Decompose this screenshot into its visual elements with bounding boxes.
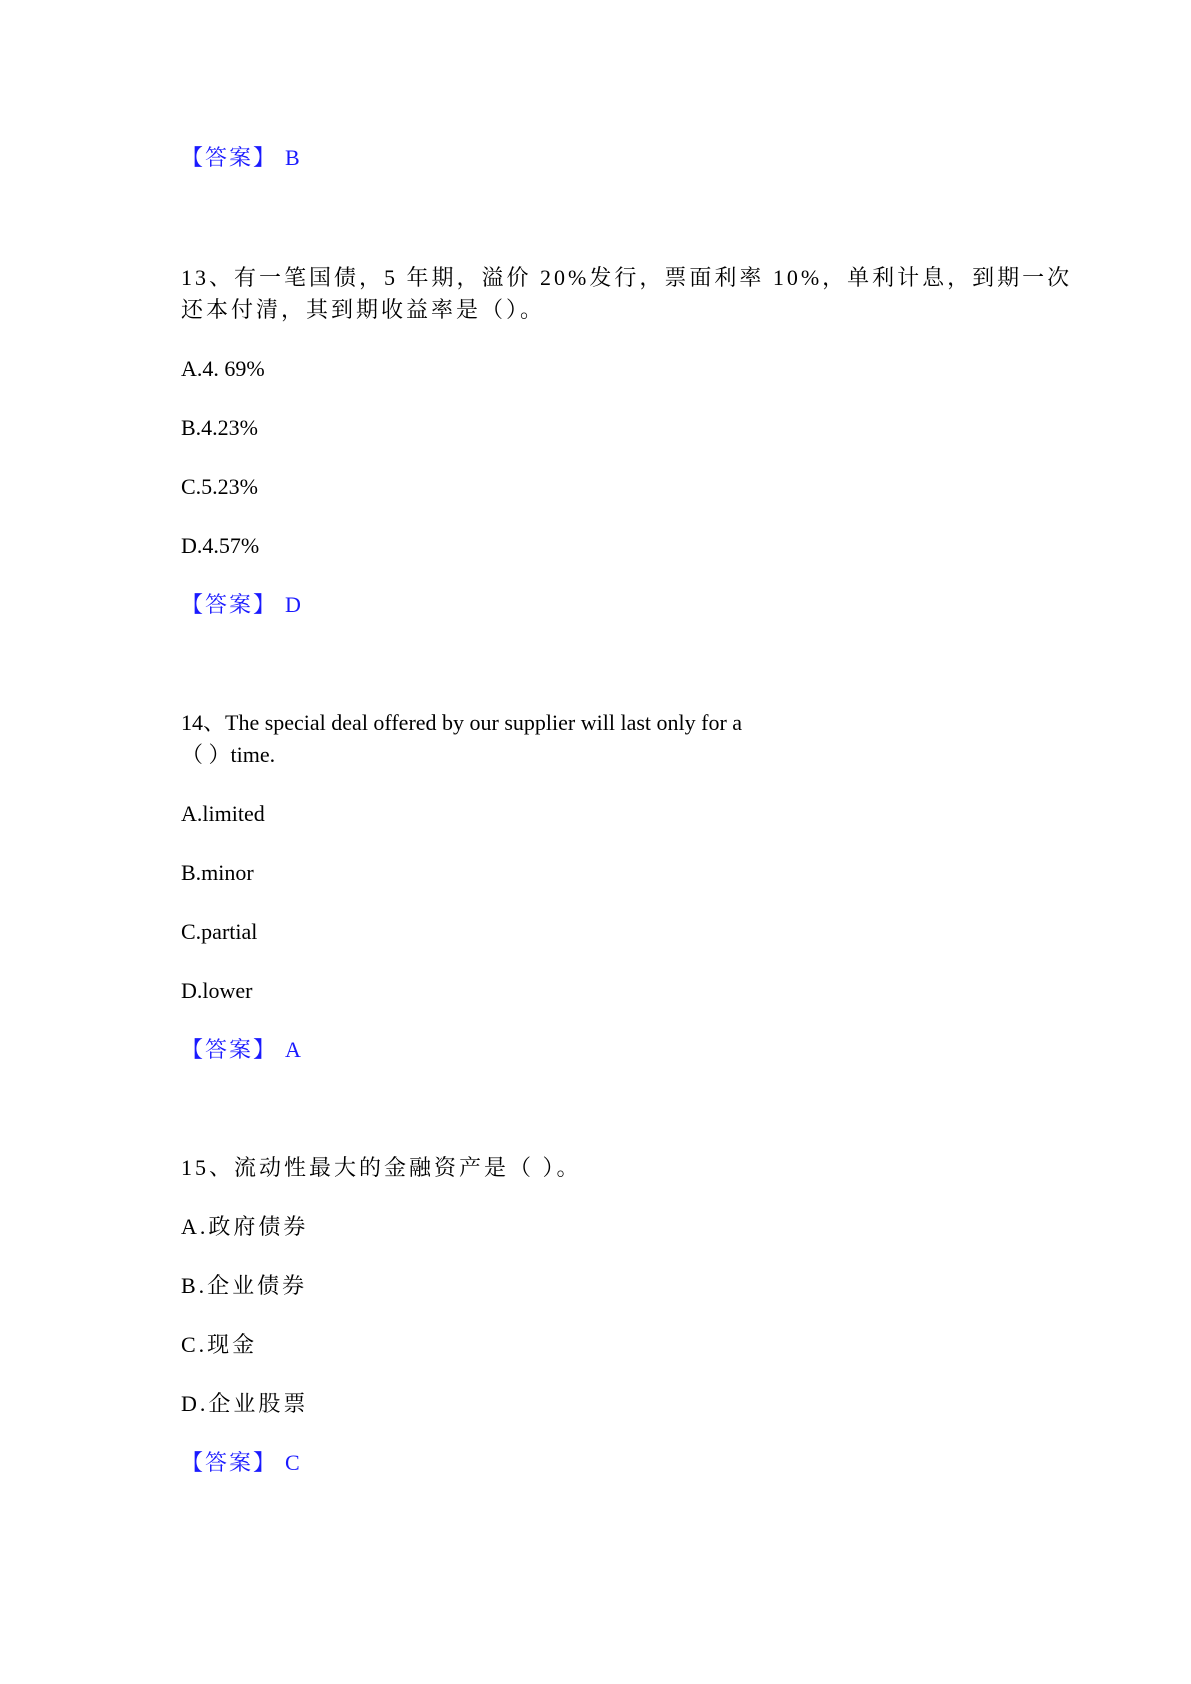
question-15-answer bbox=[181, 1447, 302, 1479]
question-15-stem-line-1: 15、流动性最大的金融资产是（ ）。 bbox=[181, 1155, 582, 1180]
answer-value: D bbox=[285, 592, 303, 617]
question-14-option-a: A.limited bbox=[181, 801, 265, 826]
question-15-option-c: C.现金 bbox=[181, 1332, 258, 1357]
question-13-option-a: A.4. 69% bbox=[181, 356, 265, 381]
answer-line bbox=[181, 142, 302, 174]
question-15-option-a: A.政府债券 bbox=[181, 1214, 309, 1239]
question-15-option-b: B.企业债券 bbox=[181, 1273, 308, 1298]
answer-label: 【答案】 bbox=[181, 592, 278, 617]
question-13-option-b: B.4.23% bbox=[181, 415, 258, 440]
question-14-answer bbox=[181, 1034, 303, 1066]
answer-label: 【答案】 bbox=[181, 145, 278, 170]
question-14-option-c: C.partial bbox=[181, 919, 258, 944]
answer-value: A bbox=[285, 1037, 303, 1062]
answer-label: 【答案】 bbox=[181, 1450, 278, 1475]
question-14-stem-line-2: （ ）time. bbox=[181, 742, 276, 767]
question-13-stem-line-2: 还本付清，其到期收益率是（）。 bbox=[181, 297, 546, 322]
question-15-option-d: D.企业股票 bbox=[181, 1391, 309, 1416]
answer-value: C bbox=[285, 1450, 302, 1475]
question-14-option-d: D.lower bbox=[181, 978, 253, 1003]
question-14-option-b: B.minor bbox=[181, 860, 254, 885]
question-13-option-c: C.5.23% bbox=[181, 474, 258, 499]
question-13-answer bbox=[181, 589, 303, 621]
answer-label: 【答案】 bbox=[181, 1037, 278, 1062]
answer-value: B bbox=[285, 145, 302, 170]
question-14-stem-line-1: 14、The special deal offered by our supplier will last only for a bbox=[181, 710, 743, 735]
question-13-stem-line-1: 13、有一笔国债，5 年期，溢价 20%发行，票面利率 10%，单利计息，到期一次 bbox=[181, 265, 1073, 290]
question-13-option-d: D.4.57% bbox=[181, 533, 260, 558]
